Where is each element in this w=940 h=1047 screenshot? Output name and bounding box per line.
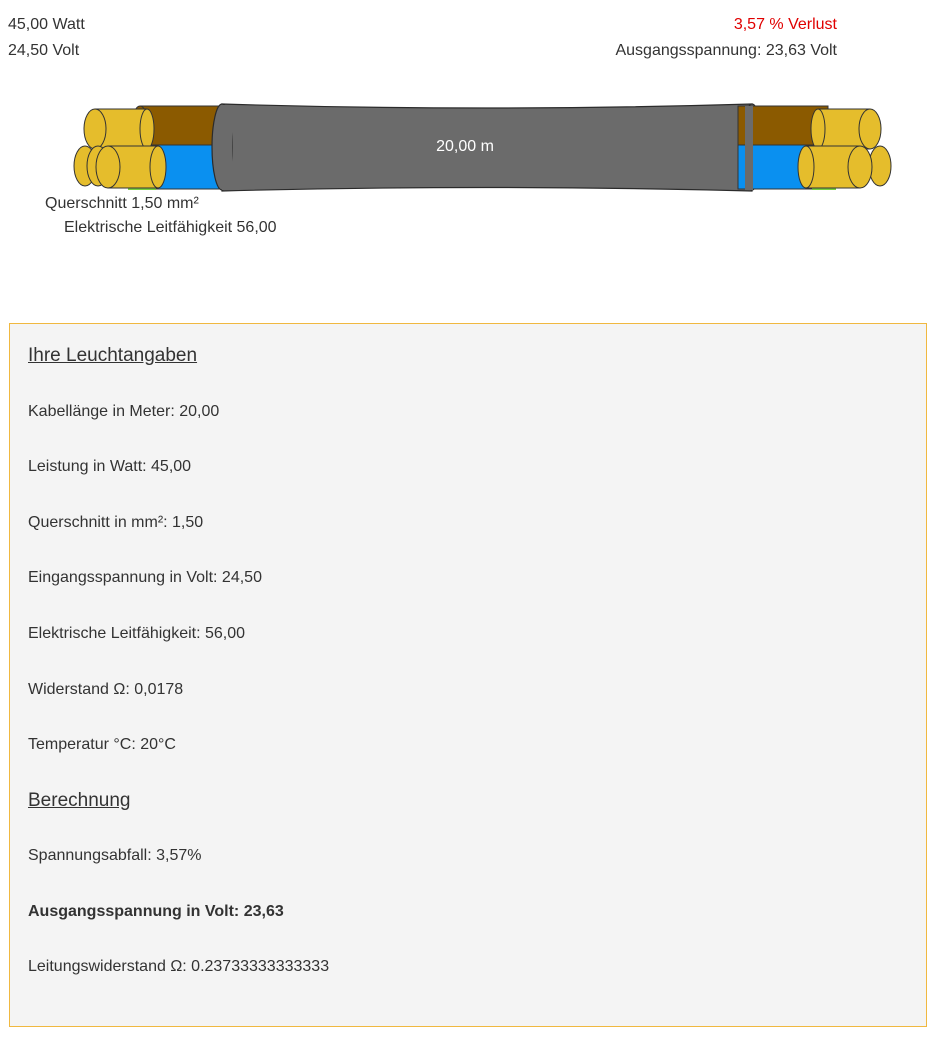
resistance-row: Widerstand Ω: 0,0178 (28, 681, 184, 698)
calc-heading: Berechnung (28, 790, 131, 811)
conductivity-caption: Elektrische Leitfähigkeit 56,00 (64, 219, 277, 236)
line-resistance-row: Leitungswiderstand Ω: 0.23733333333333 (28, 958, 330, 975)
power-readout: 45,00 Watt (8, 16, 85, 33)
loss-readout: 3,57 % Verlust (733, 16, 837, 33)
cross-section-caption: Querschnitt 1,50 mm² (45, 195, 199, 212)
temperature-row: Temperatur °C: 20°C (28, 736, 176, 753)
cable-illustration (0, 96, 940, 196)
results-panel (9, 323, 927, 1027)
left-copper-strands (74, 109, 166, 188)
output-voltage-readout: Ausgangsspannung: 23,63 Volt (615, 42, 837, 59)
voltage-drop-row: Spannungsabfall: 3,57% (28, 847, 202, 864)
cross-section-row: Querschnitt in mm²: 1,50 (28, 514, 204, 531)
output-voltage-row: Ausgangsspannung in Volt: 23,63 (28, 903, 284, 920)
cable-length-row: Kabellänge in Meter: 20,00 (28, 403, 220, 420)
cable-length-label: 20,00 m (436, 138, 494, 155)
input-voltage-readout: 24,50 Volt (8, 42, 80, 59)
power-row: Leistung in Watt: 45,00 (28, 458, 192, 475)
right-copper-strands (798, 109, 891, 188)
input-voltage-row: Eingangsspannung in Volt: 24,50 (28, 569, 262, 586)
inputs-heading: Ihre Leuchtangaben (28, 345, 198, 366)
cable-diagram (0, 0, 940, 260)
conductivity-row: Elektrische Leitfähigkeit: 56,00 (28, 625, 246, 642)
